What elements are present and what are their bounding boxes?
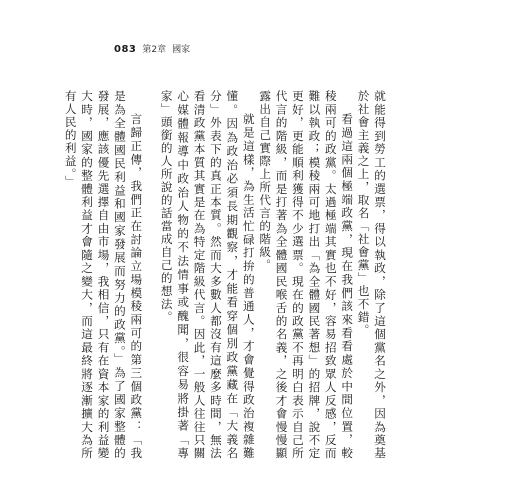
body-text: [48, 90, 388, 460]
paragraph-third-party: 言歸正傳，我們正在討論立場模稜兩可的第三個政黨：「我是為全體國民利益和國家發展而努力的政黨。」為了國家整體的發展，應該優先選擇自由市場，我相信，只有在資本家的利益變大時，國家的整體利益才會隨之變大，而這最終將逐漸擴大為所有人民的利益。」: [63, 90, 144, 460]
chapter-label: 第2章: [142, 45, 167, 55]
paragraph-ambiguous-parties: 看過這兩個極端政黨，現在我們該來看看處於中間位置，較稜兩可的政黨。太過極端其實也不好，容易招致眾人反感，反而難以執政；模稜兩可地打出「為全體國民著想」的招牌，說不定更好，更能順利獲得不少選票。現在的政黨不再明白表示自己所代言的階級，而是打著為全體國民喉舌的名義，之後才會慢慢顯露出自己實際上所代言的階級。: [258, 90, 355, 460]
paragraph-continuation: 就能得到勞工的選票，得以執政，除了這個黨名之外，因為奠基於社會主義之上，取名「社會黨」也不錯。: [356, 90, 387, 460]
running-header: [114, 42, 190, 55]
chapter-title: 國家: [172, 45, 191, 55]
page-number: 083: [114, 44, 137, 55]
paragraph-ordinary-people: 就是這樣，為生活忙碌打拚的普通人，才會覺得政治複雜難懂。因為政治必須長期觀察，才能看穿個別政黨藏在「大義名分」外表下的真正本質。然而大多數人都沒有這麼多時間，無法看清政黨本質其實是在為特定階級代言。因此，一般人往往只關心媒體報導中政治人物的不法情事或醜聞，很容易將掛著「專家」頭銜的人所說的話當成自己的想法。: [159, 90, 256, 460]
